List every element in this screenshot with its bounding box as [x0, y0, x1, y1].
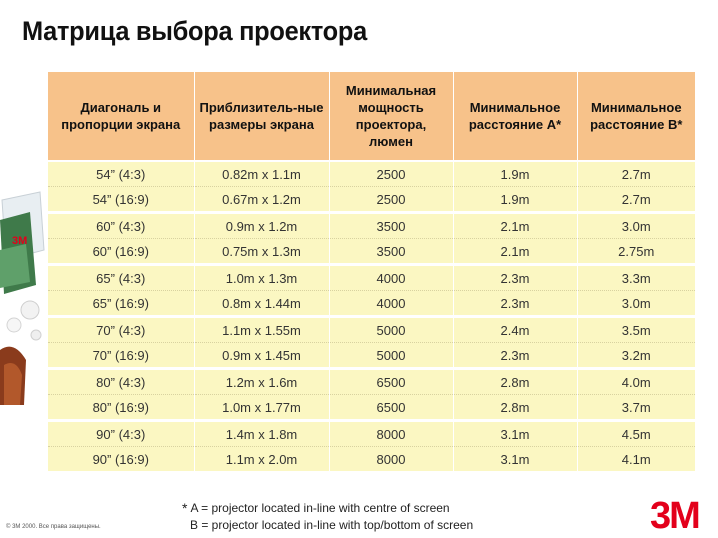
cell-size: 0.82m x 1.1m — [194, 161, 329, 187]
cell-size: 0.9m x 1.2m — [194, 213, 329, 239]
cell-diagonal: 54” (4:3) — [48, 161, 194, 187]
cell-size: 1.4m x 1.8m — [194, 421, 329, 447]
cell-size: 1.1m x 2.0m — [194, 447, 329, 472]
cell-diagonal: 70” (16:9) — [48, 343, 194, 369]
cell-distance-b: 3.0m — [577, 213, 695, 239]
footnote-b-text: B = projector located in-line with top/bottom of screen — [190, 518, 474, 532]
table-row — [48, 421, 695, 447]
cell-distance-a: 3.1m — [453, 447, 577, 472]
cell-distance-b: 2.7m — [577, 161, 695, 187]
table-row — [48, 213, 695, 239]
cell-size: 0.8m x 1.44m — [194, 291, 329, 317]
table-row — [48, 317, 695, 343]
cell-lumens: 8000 — [329, 421, 453, 447]
cell-distance-b: 4.1m — [577, 447, 695, 472]
cell-lumens: 2500 — [329, 187, 453, 213]
projector-matrix-table — [48, 72, 695, 471]
footnote-star: * — [182, 500, 188, 516]
cell-diagonal: 80” (16:9) — [48, 395, 194, 421]
cell-size: 1.0m x 1.77m — [194, 395, 329, 421]
cell-distance-a: 2.3m — [453, 343, 577, 369]
copyright-text: © 3M 2000. Все права защищены. — [6, 524, 101, 530]
cell-diagonal: 60” (4:3) — [48, 213, 194, 239]
cell-diagonal: 65” (16:9) — [48, 291, 194, 317]
table-row — [48, 239, 695, 265]
brand-logo: 3M — [650, 495, 699, 537]
cell-distance-b: 3.2m — [577, 343, 695, 369]
cell-lumens: 2500 — [329, 161, 453, 187]
cell-size: 0.67m x 1.2m — [194, 187, 329, 213]
cell-lumens: 6500 — [329, 395, 453, 421]
cell-diagonal: 54” (16:9) — [48, 187, 194, 213]
cell-distance-b: 2.75m — [577, 239, 695, 265]
cell-distance-a: 2.8m — [453, 369, 577, 395]
cell-lumens: 6500 — [329, 369, 453, 395]
cell-lumens: 4000 — [329, 265, 453, 291]
table-row — [48, 447, 695, 472]
cell-distance-a: 1.9m — [453, 187, 577, 213]
cell-lumens: 3500 — [329, 239, 453, 265]
cell-diagonal: 60” (16:9) — [48, 239, 194, 265]
header-min-distance-a: Минимальное расстояние А* — [453, 72, 577, 161]
cell-lumens: 5000 — [329, 317, 453, 343]
cell-distance-a: 1.9m — [453, 161, 577, 187]
cell-distance-b: 3.3m — [577, 265, 695, 291]
cell-distance-b: 4.0m — [577, 369, 695, 395]
footnote-line-a — [182, 500, 473, 517]
cell-size: 1.2m x 1.6m — [194, 369, 329, 395]
table-row — [48, 395, 695, 421]
footnote-a-text: A = projector located in-line with centre of screen — [190, 501, 450, 515]
cell-distance-b: 3.0m — [577, 291, 695, 317]
table-row — [48, 187, 695, 213]
header-screen-size: Приблизитель-ные размеры экрана — [194, 72, 329, 161]
cell-lumens: 3500 — [329, 213, 453, 239]
cell-distance-a: 2.8m — [453, 395, 577, 421]
cell-size: 0.9m x 1.45m — [194, 343, 329, 369]
footnote — [182, 500, 473, 534]
cell-distance-a: 2.3m — [453, 265, 577, 291]
table-header-row — [48, 72, 695, 161]
cell-distance-b: 4.5m — [577, 421, 695, 447]
cell-size: 1.1m x 1.55m — [194, 317, 329, 343]
cell-distance-a: 2.4m — [453, 317, 577, 343]
decorative-photo — [0, 190, 46, 405]
header-min-lumens: Минимальная мощность проектора, люмен — [329, 72, 453, 161]
cell-diagonal: 70” (4:3) — [48, 317, 194, 343]
header-min-distance-b: Минимальное расстояние В* — [577, 72, 695, 161]
header-diagonal: Диагональ и пропорции экрана — [48, 72, 194, 161]
cell-distance-b: 2.7m — [577, 187, 695, 213]
cell-size: 1.0m x 1.3m — [194, 265, 329, 291]
cell-size: 0.75m x 1.3m — [194, 239, 329, 265]
cell-distance-a: 2.3m — [453, 291, 577, 317]
cell-diagonal: 65” (4:3) — [48, 265, 194, 291]
cell-distance-b: 3.5m — [577, 317, 695, 343]
page-title: Матрица выбора проектора — [22, 16, 367, 46]
cell-lumens: 5000 — [329, 343, 453, 369]
cell-distance-a: 3.1m — [453, 421, 577, 447]
cell-lumens: 8000 — [329, 447, 453, 472]
cell-distance-a: 2.1m — [453, 239, 577, 265]
svg-text:3M: 3M — [12, 235, 28, 247]
cell-distance-a: 2.1m — [453, 213, 577, 239]
cell-diagonal: 90” (16:9) — [48, 447, 194, 472]
table-row — [48, 161, 695, 187]
table-row — [48, 369, 695, 395]
cell-diagonal: 80” (4:3) — [48, 369, 194, 395]
cell-lumens: 4000 — [329, 291, 453, 317]
table-row — [48, 291, 695, 317]
table-row — [48, 265, 695, 291]
table-row — [48, 343, 695, 369]
cell-diagonal: 90” (4:3) — [48, 421, 194, 447]
cell-distance-b: 3.7m — [577, 395, 695, 421]
